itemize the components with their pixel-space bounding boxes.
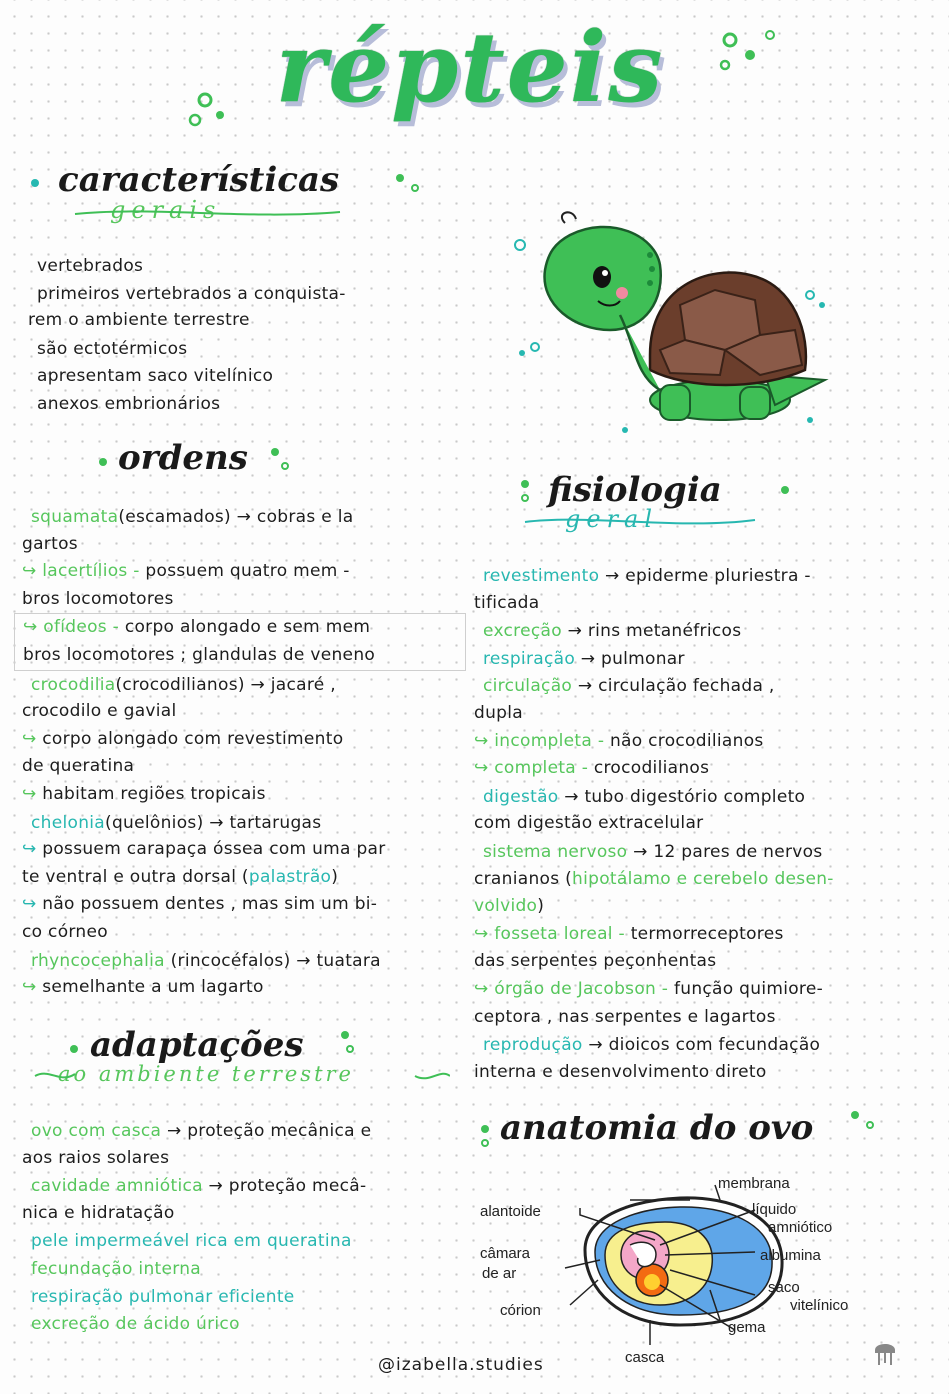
turtle-illustration <box>510 205 840 450</box>
list-item: ↪ semelhante a um lagarto <box>22 977 264 998</box>
label-gema: gema <box>728 1319 766 1336</box>
list-item: ↪ incompleta - não crocodilianos <box>474 730 764 751</box>
list-item: anexos embrionários <box>37 393 221 414</box>
list-item: crocodilia(crocodilianos) → jacaré , <box>31 674 336 695</box>
list-item: squamata(escamados) → cobras e la <box>31 506 354 527</box>
list-item: dupla <box>474 702 523 723</box>
ofidios-box <box>14 613 466 670</box>
subheading-geral: geral <box>565 505 659 533</box>
list-item: ↪ lacertílios - possuem quatro mem - <box>22 561 350 582</box>
label-membrana: membrana <box>718 1175 790 1192</box>
list-item: com digestão extracelular <box>474 813 704 834</box>
subheading-gerais: gerais <box>110 196 222 224</box>
list-item: ceptora , nas serpentes e lagartos <box>474 1006 776 1027</box>
list-item: respiração → pulmonar <box>483 648 685 669</box>
label-alantoide: alantoide <box>480 1203 541 1220</box>
list-item: cranianos (hipotálamo e cerebelo desen- <box>474 868 834 889</box>
label-vitelinico: vitelínico <box>790 1297 849 1314</box>
list-item: ovo com casca → proteção mecânica e <box>31 1120 372 1141</box>
list-item: ↪ fosseta loreal - termorreceptores <box>474 923 784 944</box>
list-item: rhyncocephalia (rincocéfalos) → tuatara <box>31 950 381 971</box>
page-title: répteis <box>275 11 665 124</box>
list-item: nica e hidratação <box>22 1202 175 1223</box>
subheading-swoosh <box>30 1064 450 1088</box>
heading-anatomia-do-ovo: anatomia do ovo <box>500 1108 814 1148</box>
list-item: fecundação interna <box>31 1258 202 1279</box>
list-item: de queratina <box>22 756 135 777</box>
list-item: tificada <box>474 592 540 613</box>
list-item: ↪ habitam regiões tropicais <box>22 783 266 804</box>
list-item: digestão → tubo digestório completo <box>483 786 806 807</box>
ordens-list <box>22 503 466 1002</box>
heading-dots <box>60 1025 360 1065</box>
list-item: cavidade amniótica → proteção mecâ- <box>31 1175 367 1196</box>
author-credit: @izabella.studies <box>378 1355 544 1375</box>
list-item: são ectotérmicos <box>37 338 188 359</box>
list-item: te ventral e outra dorsal (palastrão) <box>22 866 339 887</box>
heading-fisiologia: fisiologia <box>548 470 722 510</box>
subheading-ao-ambiente-terrestre: ao ambiente terrestre <box>58 1062 354 1086</box>
subheading-swoosh <box>520 510 760 534</box>
list-item: apresentam saco vitelínico <box>37 366 274 387</box>
list-item: reprodução → dioicos com fecundação <box>483 1034 821 1055</box>
list-item: bros locomotores <box>22 588 174 609</box>
list-item: ↪ possuem carapaça óssea com uma par <box>22 839 386 860</box>
egg-diagram <box>470 1160 940 1375</box>
list-item: gartos <box>22 533 78 554</box>
label-camara: câmara <box>480 1245 531 1262</box>
label-de-ar: de ar <box>482 1265 517 1282</box>
list-item: bros locomotores ; glandulas de veneno <box>23 644 376 665</box>
list-item: ↪ ofídeos - corpo alongado e sem mem <box>23 617 371 638</box>
label-albumina: albumina <box>760 1247 821 1264</box>
list-item: das serpentes peçonhentas <box>474 951 717 972</box>
heading-dots <box>515 470 815 510</box>
list-item: respiração pulmonar eficiente <box>31 1286 295 1307</box>
jellyfish-logo-icon <box>872 1338 898 1368</box>
list-item: ↪ corpo alongado com revestimento <box>22 728 344 749</box>
heading-caracteristicas: características <box>58 160 340 200</box>
list-item: excreção → rins metanéfricos <box>483 620 742 641</box>
list-item: vertebrados <box>37 255 144 276</box>
list-item: co córneo <box>22 921 108 942</box>
list-item: ↪ não possuem dentes , mas sim um bi- <box>22 894 378 915</box>
heading-adaptacoes: adaptações <box>90 1025 304 1065</box>
heading-dots <box>475 1105 895 1150</box>
label-corion: córion <box>500 1302 541 1319</box>
heading-dots <box>25 168 425 198</box>
list-item: interna e desenvolvimento direto <box>474 1061 767 1082</box>
title-decoration-dots <box>180 20 780 140</box>
list-item: volvido) <box>474 896 545 917</box>
fisiologia-list <box>474 562 834 1086</box>
list-item: pele impermeável rica em queratina <box>31 1231 352 1252</box>
heading-ordens: ordens <box>118 438 248 478</box>
list-item: sistema nervoso → 12 pares de nervos <box>483 841 823 862</box>
list-item: rem o ambiente terrestre <box>28 310 250 331</box>
list-item: circulação → circulação fechada , <box>483 676 775 697</box>
subheading-swoosh <box>70 200 350 226</box>
list-item: chelonia(quelônios) → tartarugas <box>31 812 322 833</box>
list-item: ↪ completa - crocodilianos <box>474 758 710 779</box>
label-liquido: líquido <box>752 1201 797 1218</box>
label-amniotico: amniótico <box>768 1219 833 1236</box>
caracteristicas-list <box>28 252 346 418</box>
list-item: crocodilo e gavial <box>22 701 177 722</box>
label-casca: casca <box>625 1349 665 1366</box>
adaptacoes-list <box>22 1117 371 1338</box>
list-item: excreção de ácido úrico <box>31 1313 240 1334</box>
list-item: aos raios solares <box>22 1147 170 1168</box>
heading-dots <box>95 440 295 480</box>
list-item: ↪ órgão de Jacobson - função quimiore- <box>474 978 824 999</box>
list-item: revestimento → epiderme pluriestra - <box>483 565 811 586</box>
list-item: primeiros vertebrados a conquista- <box>37 283 346 304</box>
label-saco: saco <box>768 1279 800 1296</box>
